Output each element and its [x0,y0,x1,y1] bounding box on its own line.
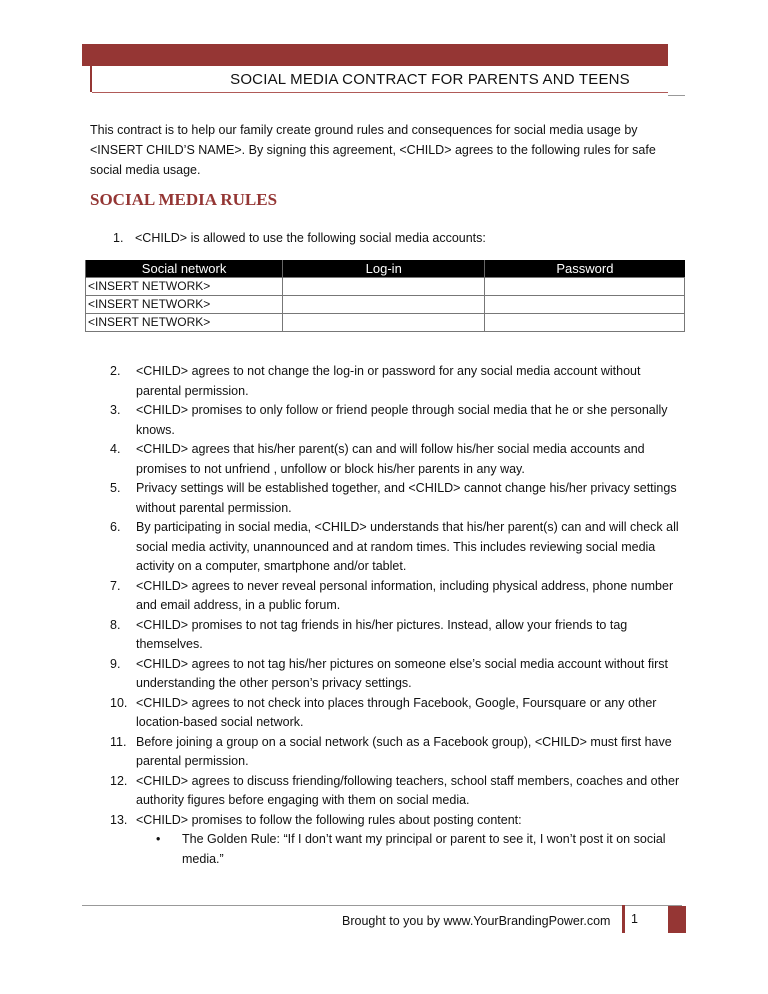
rule-item [90,577,684,616]
table-header-row [86,260,685,278]
rule-text: <CHILD> agrees to discuss friending/following teachers, school staff members, coaches and other authority figures before engaging with them on social media. [136,773,680,807]
rule-item [90,694,684,733]
rule-text: <CHILD> promises to not tag friends in his/her pictures. Instead, allow your friends to tag themselves. [136,617,628,651]
rule-text: <CHILD> agrees to never reveal personal information, including physical address, phone number and email address, in a public forum. [136,578,674,612]
page-title: SOCIAL MEDIA CONTRACT FOR PARENTS AND TEENS [92,66,668,93]
column-header-network: Social network [86,260,283,278]
rule-number: 2. [110,364,121,378]
page-number: 1 [622,905,684,933]
rule-number: 1. [113,231,124,245]
rule-item [90,440,684,479]
rule-text: <CHILD> promises to follow the following rules about posting content: [136,812,522,827]
rule-text: By participating in social media, <CHILD> understands that his/her parent(s) can and will check all social media activity, unannounced and at random times. This includes reviewing social media activity on a computer, smartphone and/or tablet. [136,520,679,573]
rule-text: <CHILD> is allowed to use the following social media accounts: [135,231,486,245]
accounts-table [85,260,685,332]
rule-number: 11. [110,734,127,749]
intro-paragraph: This contract is to help our family create ground rules and consequences for social media usage by <INSERT CHILD’S NAME>. By signing this agreement, <CHILD> agrees to the following rules for safe social media usage. [90,123,656,177]
rule-item [90,479,684,518]
password-cell [485,314,685,332]
rule-number: 10. [110,695,128,710]
rule-text: <CHILD> agrees to not change the log-in or password for any social media account without parental permission. [136,364,641,398]
table-row [86,278,685,296]
rule-item [90,733,684,772]
login-cell [283,278,485,296]
section-title: SOCIAL MEDIA RULES [90,190,278,209]
rule-text: <CHILD> promises to only follow or friend people through social media that he or she personally knows. [136,403,668,437]
sub-rules-list [136,830,684,869]
column-header-password: Password [485,260,685,278]
rule-item [90,362,684,401]
login-cell [283,296,485,314]
rule-text: <CHILD> agrees that his/her parent(s) can and will follow his/her social media accounts and promises to not unfriend , unfollow or block his/her parents in any way. [136,442,645,476]
rule-text: <CHILD> agrees to not check into places through Facebook, Google, Foursquare or any other location-based social network. [136,695,657,729]
rule-number: 8. [110,617,121,632]
sub-rule-item [136,830,684,869]
rule-item [90,518,684,577]
footer-color-block [668,906,686,933]
bullet-icon: • [156,832,161,846]
rule-text: <CHILD> agrees to not tag his/her pictures on someone else’s social media account without first understanding the other person’s privacy settings. [136,656,668,690]
rule-number: 3. [110,403,121,417]
rule-number: 13. [110,812,128,827]
rule-item [90,655,684,694]
rule-number: 4. [110,442,121,456]
rule-number: 12. [110,773,128,788]
header-color-band [82,44,668,66]
sub-rule-text: The Golden Rule: “If I don’t want my principal or parent to see it, I won’t post it on social media.” [182,832,666,866]
network-cell: <INSERT NETWORK> [86,296,283,314]
rule-number: 6. [110,520,121,534]
footer-rule [82,905,682,906]
footer-credit: Brought to you by www.YourBrandingPower.com [342,914,611,928]
rule-item [90,616,684,655]
rule-number: 9. [110,656,121,671]
network-cell: <INSERT NETWORK> [86,314,283,332]
table-row [86,296,685,314]
network-cell: <INSERT NETWORK> [86,278,283,296]
header-rule [668,95,685,96]
rule-item [90,811,684,870]
rules-list [90,362,684,869]
login-cell [283,314,485,332]
rule-number: 7. [110,578,121,593]
rule-item [90,401,684,440]
column-header-login: Log-in [283,260,485,278]
rule-number: 5. [110,481,121,495]
rule-text: Privacy settings will be established together, and <CHILD> cannot change his/her privacy settings without parental permission. [136,481,677,515]
rule-text: Before joining a group on a social network (such as a Facebook group), <CHILD> must first have parental permission. [136,734,672,768]
rule-item [90,772,684,811]
table-row [86,314,685,332]
password-cell [485,278,685,296]
password-cell [485,296,685,314]
rule-item-1 [113,229,486,247]
